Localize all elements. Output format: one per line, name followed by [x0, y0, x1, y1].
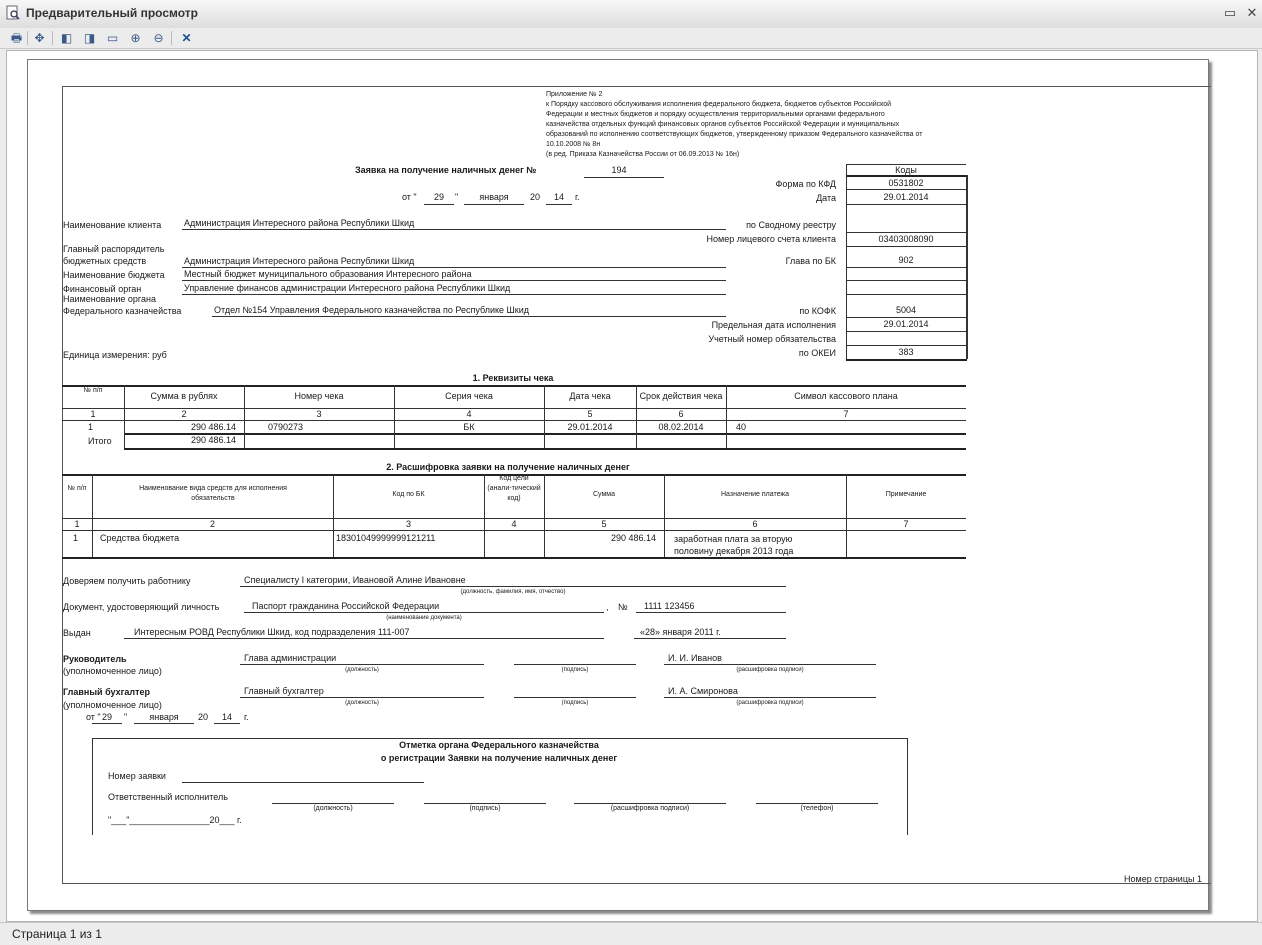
sign-hint: (подпись)	[561, 700, 589, 706]
issued-label: Выдан	[63, 628, 91, 638]
account-value: 03403008090	[878, 234, 934, 244]
s1-header-num: № п/п	[83, 387, 103, 394]
underline	[134, 723, 194, 724]
entrust-hint: (должность, фамилия, имя, отчество)	[460, 589, 566, 595]
window-title: Предварительный просмотр	[26, 6, 198, 20]
doc-num-value: 1111 123456	[644, 601, 695, 611]
s1-index: 6	[678, 409, 684, 419]
underline	[124, 638, 604, 639]
treasury-number-label: Номер заявки	[108, 771, 166, 781]
page-setup-icon[interactable]: ▭	[106, 31, 119, 45]
s2-row-type: Средства бюджета	[100, 533, 180, 543]
kofk-value: 5004	[895, 305, 917, 315]
row-line	[846, 204, 966, 205]
form-number: 194	[611, 165, 627, 175]
form-year: 14	[553, 192, 564, 202]
row-line	[846, 189, 966, 190]
date-label: Дата	[816, 193, 836, 203]
underline	[214, 723, 240, 724]
table-border	[544, 474, 545, 557]
s1-row-validity: 08.02.2014	[658, 422, 704, 432]
table-border	[92, 474, 93, 557]
underline	[240, 664, 484, 665]
row-line	[846, 232, 966, 233]
kfd-value: 0531802	[888, 178, 924, 188]
status-text: Страница 1 из 1	[12, 927, 102, 941]
gr-label: Главный распорядитель	[63, 244, 165, 254]
sig-day: 29	[101, 712, 112, 722]
treasury-date-line: "___"________________20___ г.	[108, 815, 242, 825]
underline	[212, 316, 726, 317]
position-hint: (должность)	[345, 667, 379, 673]
kofk-label: по КОФК	[799, 306, 836, 316]
row-line	[846, 294, 966, 295]
section1-title: 1. Реквизиты чека	[472, 373, 554, 383]
fk-label: Наименование органа	[63, 294, 156, 304]
client-label: Наименование клиента	[63, 220, 162, 230]
s2-header-target: Код цели (анали-тический код)	[487, 475, 541, 502]
s1-total-label: Итого	[88, 436, 112, 446]
head-sub: (уполномоченное лицо)	[63, 666, 162, 676]
s1-index: 3	[316, 409, 322, 419]
table-border	[62, 530, 966, 531]
appendix-line: образований по исполнению соответствующих бюджетов, утвержденному приказом Федерального казначейства от	[546, 131, 923, 138]
row-line	[846, 345, 966, 346]
s2-header-type: Наименование вида средств для исполнения обязательств	[139, 485, 287, 502]
bk-chapter-label: Глава по БК	[785, 256, 836, 266]
s1-index: 1	[90, 409, 96, 419]
fin-label: Финансовый орган	[63, 284, 142, 294]
zoom-out-icon[interactable]: ⊖	[153, 31, 164, 45]
sign-hint: (подпись)	[561, 667, 589, 673]
s1-header-date: Дата чека	[569, 391, 611, 401]
obligation-label: Учетный номер обязательства	[708, 334, 836, 344]
s2-row-bk: 18301049999999121211	[336, 533, 436, 543]
appendix-line: к Порядку кассового обслуживания исполнения федерального бюджета, бюджетов субъектов Российской	[546, 101, 892, 108]
treasury-phone-hint: (телефон)	[800, 805, 834, 812]
year-prefix: 20	[530, 192, 541, 202]
s1-index: 7	[843, 409, 849, 419]
underline	[584, 177, 664, 178]
acc-sub: (уполномоченное лицо)	[63, 700, 162, 710]
entrust-label: Доверяем получить работнику	[63, 576, 191, 586]
doc-comma: ,	[606, 602, 609, 612]
underline	[182, 782, 424, 783]
appendix-line: Федерации и местных бюджетов и порядку осуществления территориальными органами федерального	[546, 111, 885, 118]
s2-row-sum: 290 486.14	[610, 533, 656, 543]
s1-index: 4	[466, 409, 472, 419]
decode-hint: (расшифровка подписи)	[736, 700, 804, 706]
underline	[182, 280, 726, 281]
entrust-value: Специалисту I категории, Ивановой Алине Ивановне	[244, 575, 466, 585]
s1-header-symbol: Символ кассового плана	[794, 391, 898, 401]
s2-header-note: Примечание	[885, 491, 927, 498]
toolbar	[0, 28, 1262, 49]
table-border	[664, 474, 665, 557]
sig-month: января	[149, 712, 179, 722]
status-bar	[0, 922, 1262, 945]
underline	[182, 229, 726, 230]
document-page	[27, 59, 1209, 911]
kfd-label: Форма по КФД	[775, 179, 836, 189]
zoom-in-icon[interactable]: ⊕	[130, 31, 141, 45]
s1-row-check-num: 0790273	[268, 422, 304, 432]
sig-date-open: от "	[86, 712, 101, 722]
appendix-line: казначейства отдельных функций финансовых органов субъектов Российской Федерации и муниципальных	[546, 121, 900, 128]
fk-value: Отдел №154 Управления Федерального казначейства по Республике Шкид	[214, 305, 530, 315]
underline	[92, 723, 122, 724]
page-number: Номер страницы 1	[1124, 874, 1202, 884]
underline	[514, 664, 636, 665]
edition-note: (в ред. Приказа Казначейства России от 06.09.2013 № 16н)	[546, 151, 740, 158]
s2-index: 2	[209, 519, 215, 529]
s1-header-check-num: Номер чека	[294, 391, 344, 401]
codes-border	[966, 175, 968, 359]
deadline-value: 29.01.2014	[883, 319, 929, 329]
acc-label: Главный бухгалтер	[63, 687, 151, 697]
underline	[424, 204, 454, 205]
treasury-position-hint: (должность)	[313, 805, 353, 812]
underline	[634, 638, 786, 639]
underline	[240, 697, 484, 698]
codes-border	[846, 175, 966, 177]
okei-label: по ОКЕИ	[798, 348, 836, 358]
close-preview-icon[interactable]: ✕	[181, 31, 192, 45]
client-value: Администрация Интересного района Республики Шкид	[184, 218, 415, 228]
head-label: Руководитель	[63, 654, 127, 664]
row-line	[846, 246, 966, 247]
table-border	[62, 385, 966, 387]
head-position: Глава администрации	[244, 653, 337, 663]
account-label: Номер лицевого счета клиента	[706, 234, 836, 244]
doc-hint: (наименование документа)	[386, 615, 462, 621]
issued-date: «28» января 2011 г.	[640, 627, 721, 637]
head-name: И. И. Иванов	[668, 653, 722, 663]
s1-row-symbol: 40	[736, 422, 747, 432]
s2-header-num: № п/п	[67, 485, 87, 492]
underline	[664, 664, 876, 665]
s2-index: 5	[601, 519, 607, 529]
table-border	[484, 474, 485, 557]
doc-num-label: №	[618, 602, 628, 612]
s2-index: 6	[752, 519, 758, 529]
section2-title: 2. Расшифровка заявки на получение наличных денег	[386, 462, 630, 472]
table-border	[333, 474, 334, 557]
s2-index: 3	[405, 519, 411, 529]
budget-label: Наименование бюджета	[63, 270, 165, 280]
deadline-label: Предельная дата исполнения	[711, 320, 836, 330]
underline	[240, 586, 786, 587]
underline	[514, 697, 636, 698]
sig-year-prefix: 20	[198, 712, 209, 722]
treasury-sign-hint: (подпись)	[469, 805, 501, 812]
title-bar	[0, 0, 1262, 29]
fk-label: Федерального казначейства	[63, 306, 182, 316]
preview-area[interactable]	[6, 50, 1258, 922]
move-icon[interactable]: ✥	[34, 31, 45, 45]
sig-year-suffix: г.	[244, 712, 249, 722]
restore-button[interactable]: ▭	[1223, 5, 1237, 20]
form-month: января	[479, 192, 509, 202]
s2-row-num: 1	[73, 533, 79, 543]
registry-label: по Сводному реестру	[746, 220, 836, 230]
gr-value: Администрация Интересного района Республики Шкид	[184, 256, 415, 266]
table-border	[62, 557, 966, 559]
treasury-title-1: Отметка органа Федерального казначейства	[399, 740, 599, 750]
s1-header-sum: Сумма в рублях	[150, 391, 218, 401]
acc-position: Главный бухгалтер	[244, 686, 324, 696]
table-border	[62, 420, 966, 421]
treasury-decode-hint: (расшифровка подписи)	[610, 805, 690, 812]
acc-name: И. А. Смиронова	[668, 686, 738, 696]
issued-value: Интересным РОВД Республики Шкид, код подразделения 111-007	[134, 627, 410, 637]
preview-icon	[6, 5, 20, 21]
underline	[182, 267, 726, 268]
treasury-title-2: о регистрации Заявки на получение наличных денег	[380, 753, 618, 763]
toolbar-separator	[27, 31, 28, 45]
quote-close: "	[455, 192, 459, 202]
s1-row-series: БК	[463, 422, 475, 432]
s1-row-num: 1	[88, 422, 94, 432]
row-line	[846, 317, 966, 318]
decode-hint: (расшифровка подписи)	[736, 667, 804, 673]
unit-label: Единица измерения: руб	[63, 350, 167, 360]
sig-year: 14	[221, 712, 232, 722]
close-button[interactable]: ✕	[1246, 5, 1258, 20]
doc-value: Паспорт гражданина Российской Федерации	[252, 601, 440, 611]
year-suffix: г.	[575, 192, 580, 202]
s2-header-sum: Сумма	[593, 491, 615, 498]
underline	[546, 204, 572, 205]
s2-row-purpose: заработная плата за вторую половину декабря 2013 года	[674, 534, 794, 556]
row-line	[846, 267, 966, 268]
s1-total-value: 290 486.14	[190, 435, 236, 445]
s2-index: 4	[511, 519, 517, 529]
s2-header-purpose: Назначение платежа	[721, 491, 789, 498]
s1-index: 5	[587, 409, 593, 419]
appendix-line: 10.10.2008 № 8н	[546, 141, 601, 146]
fin-value: Управление финансов администрации Интересного района Республики Шкид	[184, 283, 511, 293]
s1-row-date: 29.01.2014	[567, 422, 613, 432]
prev-page-icon[interactable]: ◧	[60, 31, 73, 45]
date-prefix: от "	[402, 192, 417, 202]
okei-value: 383	[898, 347, 914, 357]
table-border	[846, 474, 847, 557]
underline	[182, 294, 726, 295]
print-icon[interactable]: 🖶	[10, 31, 23, 45]
underline	[464, 204, 524, 205]
s2-index: 7	[903, 519, 909, 529]
doc-label: Документ, удостоверяющий личность	[63, 602, 220, 612]
underline	[664, 697, 876, 698]
table-border	[124, 433, 966, 435]
s1-row-sum: 290 486.14	[190, 422, 236, 432]
gr-label: бюджетных средств	[63, 256, 147, 266]
next-page-icon[interactable]: ◨	[83, 31, 96, 45]
treasury-executor-label: Ответственный исполнитель	[108, 792, 228, 802]
toolbar-separator	[52, 31, 53, 45]
underline	[636, 612, 786, 613]
table-border	[124, 448, 966, 450]
s2-index: 1	[74, 519, 80, 529]
row-line	[846, 280, 966, 281]
codes-header: Коды	[895, 165, 917, 175]
form-day: 29	[433, 192, 444, 202]
s1-header-validity: Срок действия чека	[639, 391, 723, 401]
s1-header-series: Серия чека	[445, 391, 493, 401]
s1-index: 2	[181, 409, 187, 419]
s2-header-bk: Код по БК	[392, 491, 425, 498]
bk-chapter-value: 902	[898, 255, 914, 265]
appendix-title: Приложение № 2	[546, 91, 603, 98]
sig-quote-close: "	[124, 712, 128, 722]
row-line	[846, 359, 967, 361]
date-value: 29.01.2014	[883, 192, 929, 202]
toolbar-separator	[171, 31, 172, 45]
row-line	[846, 331, 966, 332]
position-hint: (должность)	[345, 700, 379, 706]
underline	[244, 612, 604, 613]
codes-border	[846, 164, 966, 165]
budget-value: Местный бюджет муниципального образования Интересного района	[184, 269, 472, 279]
form-title: Заявка на получение наличных денег №	[355, 165, 537, 175]
